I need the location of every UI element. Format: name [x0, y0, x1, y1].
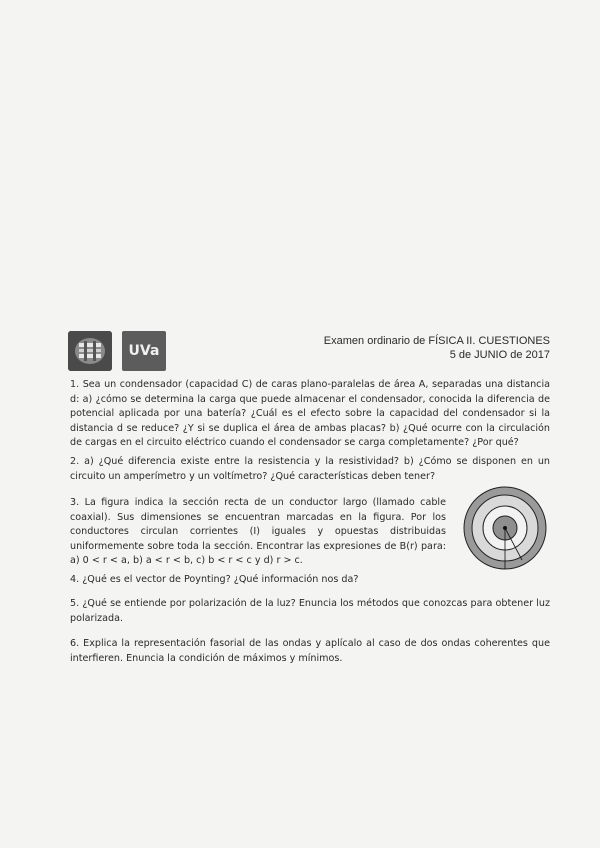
question-text: a) ¿Qué diferencia existe entre la resistencia y la resistividad? b) ¿Cómo se disponen en un circuito un amperímetro y un voltímetro? ¿Qué características deben tener? — [70, 456, 550, 482]
question-4 — [70, 573, 550, 588]
question-number: 6. — [70, 638, 80, 649]
question-text: Explica la representación fasorial de las ondas y aplícalo al caso de dos ondas coherentes que interfieren. Enuncia la condición de máximos y mínimos. — [70, 638, 550, 664]
exam-title: Examen ordinario de FÍSICA II. CUESTIONES — [323, 335, 550, 347]
question-5 — [70, 597, 550, 626]
question-number: 1. — [70, 379, 80, 390]
question-number: 4. — [70, 574, 80, 585]
uva-logo: UVa — [122, 331, 166, 371]
question-number: 2. — [70, 456, 80, 467]
question-3 — [70, 496, 446, 569]
exam-header — [324, 334, 550, 362]
question-number: 5. — [70, 598, 80, 609]
question-number: 3. — [70, 497, 80, 508]
coaxial-cable-figure — [462, 485, 548, 571]
question-text: La figura indica la sección recta de un conductor largo (llamado cable coaxial). Sus dimensiones se encuentran marcadas en la figura. Por los conductores circulan corrientes (I) iguales y opuestas distribuidas uniformemente sobre toda la sección. Encontrar las expresiones de B(r) para: a) 0 < r < a, b) a < r < b, c) b < r < c y d) r > c. — [70, 497, 446, 566]
question-6 — [70, 637, 550, 666]
question-text: ¿Qué se entiende por polarización de la luz? Enuncia los métodos que conozcas para obtener luz polarizada. — [70, 598, 550, 624]
university-seal-icon — [68, 331, 112, 371]
question-text: ¿Qué es el vector de Poynting? ¿Qué información nos da? — [82, 574, 359, 585]
question-1 — [70, 378, 550, 451]
question-2 — [70, 455, 550, 484]
question-text: Sea un condensador (capacidad C) de caras plano-paralelas de área A, separadas una distancia d: a) ¿cómo se determina la carga que puede almacenar el condensador, conocida la diferencia de potencial aplicada por una batería? ¿Cuál es el efecto sobre la capacidad del condensador si la distancia d se reduce? ¿Y si se duplica el área de ambas placas? b) ¿Qué ocurre con la circulación de cargas en el circuito eléctrico cuando el condensador se carga completamente? ¿Por qué? — [70, 379, 550, 448]
exam-date: 5 de JUNIO de 2017 — [449, 349, 550, 361]
